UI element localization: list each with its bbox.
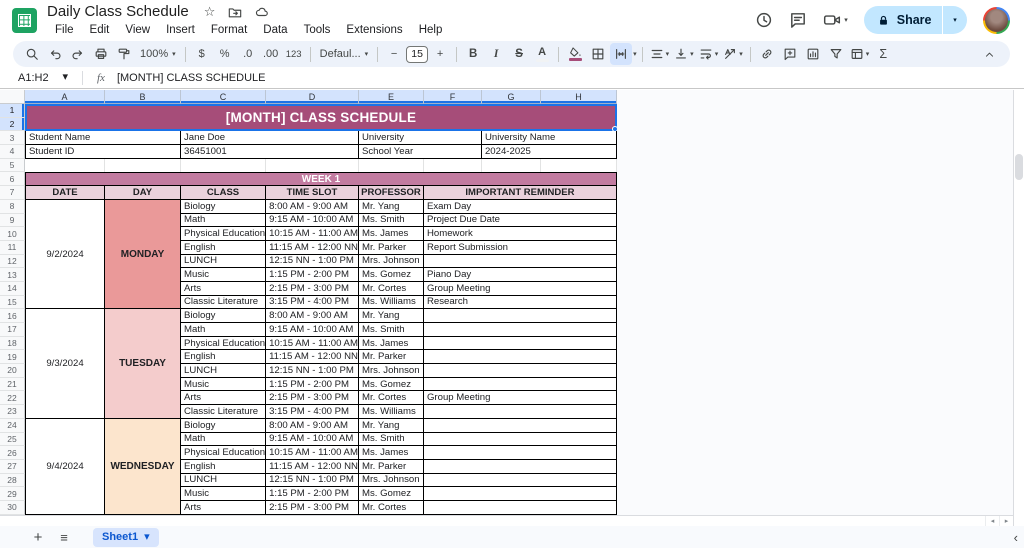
cell-professor[interactable]: Mrs. Johnson <box>359 255 424 269</box>
cell-time[interactable]: 9:15 AM - 10:00 AM <box>266 433 359 447</box>
cell-professor[interactable]: Ms. Smith <box>359 214 424 228</box>
cell-time[interactable]: 12:15 NN - 1:00 PM <box>266 364 359 378</box>
row-header[interactable]: 16 <box>0 309 25 323</box>
cell-class[interactable]: English <box>181 350 266 364</box>
empty-cell[interactable] <box>482 159 541 173</box>
cell-day-tuesday[interactable]: TUESDAY <box>105 309 181 419</box>
cell-class[interactable]: Physical Education <box>181 446 266 460</box>
menu-edit[interactable]: Edit <box>89 24 110 36</box>
cell-time[interactable]: 1:15 PM - 2:00 PM <box>266 378 359 392</box>
insert-comment-button[interactable] <box>779 43 801 65</box>
cell-class[interactable]: Music <box>181 378 266 392</box>
sheet-tab-bar <box>0 526 1024 548</box>
cell-time[interactable]: 2:15 PM - 3:00 PM <box>266 282 359 296</box>
share-dropdown-button[interactable]: ▾ <box>953 16 957 24</box>
table-views-button[interactable]: ▾ <box>848 43 872 65</box>
cell-class[interactable]: Music <box>181 487 266 501</box>
cell-time[interactable]: 10:15 AM - 11:00 AM <box>266 227 359 241</box>
cell-class[interactable]: Classic Literature <box>181 296 266 310</box>
cell-reminder[interactable] <box>424 474 617 488</box>
cell-info-label[interactable]: Student Name <box>25 131 181 145</box>
sheets-logo-icon[interactable] <box>12 8 37 33</box>
add-sheet-button[interactable]: + <box>33 528 43 546</box>
row-header[interactable]: 19 <box>0 350 25 364</box>
cell-class[interactable]: Classic Literature <box>181 405 266 419</box>
row-header[interactable]: 4 <box>0 145 25 159</box>
cell-info-value[interactable]: University Name <box>482 131 617 145</box>
cell-date-wednesday[interactable]: 9/4/2024 <box>25 419 105 515</box>
cell-reminder[interactable] <box>424 337 617 351</box>
cell-reminder[interactable] <box>424 255 617 269</box>
cell-reminder[interactable] <box>424 460 617 474</box>
toolbar <box>13 41 1010 67</box>
cell-reminder[interactable] <box>424 378 617 392</box>
row-header[interactable]: 2 <box>0 118 25 132</box>
cell-reminder[interactable] <box>424 364 617 378</box>
empty-cell[interactable] <box>181 159 266 173</box>
row-header[interactable]: 26 <box>0 446 25 460</box>
menu-file[interactable]: File <box>55 24 74 36</box>
empty-cell[interactable] <box>424 159 482 173</box>
header-date[interactable]: DATE <box>25 186 105 200</box>
cell-reminder[interactable] <box>424 487 617 501</box>
row-header[interactable]: 23 <box>0 405 25 419</box>
cell-time[interactable]: 12:15 NN - 1:00 PM <box>266 255 359 269</box>
row-header[interactable]: 28 <box>0 474 25 488</box>
cell-day-monday[interactable]: MONDAY <box>105 200 181 310</box>
header-professor[interactable]: PROFESSOR <box>359 186 424 200</box>
cell-professor[interactable]: Mrs. Johnson <box>359 364 424 378</box>
cell-time[interactable]: 3:15 PM - 4:00 PM <box>266 405 359 419</box>
row-header[interactable]: 3 <box>0 131 25 145</box>
cell-reminder[interactable] <box>424 419 617 433</box>
join-call-button[interactable] <box>823 11 848 29</box>
cell-class[interactable]: Biology <box>181 200 266 214</box>
print-button[interactable] <box>90 43 112 65</box>
week-header-cell[interactable]: WEEK 1 <box>25 172 617 186</box>
cell-reminder[interactable] <box>424 350 617 364</box>
sheet-tab-caret-icon[interactable]: ▾ <box>144 530 150 543</box>
fill-color-button[interactable] <box>564 43 586 65</box>
row-header[interactable]: 25 <box>0 433 25 447</box>
cell-time[interactable]: 8:00 AM - 9:00 AM <box>266 309 359 323</box>
menu-view[interactable]: View <box>125 24 151 36</box>
hide-toolbar-button[interactable] <box>978 43 1000 65</box>
fx-icon: fx <box>97 71 105 84</box>
borders-button[interactable] <box>587 43 609 65</box>
row-header[interactable]: 13 <box>0 268 25 282</box>
strikethrough-button[interactable]: S <box>515 48 523 60</box>
merge-cells-caret-icon[interactable]: ▾ <box>633 50 637 58</box>
cell-class[interactable]: Music <box>181 268 266 282</box>
merge-cells-button[interactable] <box>610 43 632 65</box>
cell-class[interactable]: Math <box>181 323 266 337</box>
row-header[interactable]: 18 <box>0 337 25 351</box>
cell-professor[interactable]: Ms. James <box>359 227 424 241</box>
cell-time[interactable]: 11:15 AM - 12:00 NN <box>266 460 359 474</box>
cell-time[interactable]: 10:15 AM - 11:00 AM <box>266 446 359 460</box>
column-header-b[interactable]: B <box>105 90 181 104</box>
menu-tools[interactable]: Tools <box>303 24 331 36</box>
cell-time[interactable]: 2:15 PM - 3:00 PM <box>266 391 359 405</box>
cell-professor[interactable]: Ms. James <box>359 446 424 460</box>
increase-decimal-button[interactable]: .00 <box>263 48 279 60</box>
cell-time[interactable]: 1:15 PM - 2:00 PM <box>266 487 359 501</box>
cell-time[interactable]: 11:15 AM - 12:00 NN <box>266 241 359 255</box>
row-header[interactable]: 6 <box>0 172 25 186</box>
cell-reminder[interactable] <box>424 405 617 419</box>
row-header[interactable]: 30 <box>0 501 25 515</box>
cell-reminder[interactable] <box>424 501 617 515</box>
row-header[interactable]: 27 <box>0 460 25 474</box>
cell-time[interactable]: 3:15 PM - 4:00 PM <box>266 296 359 310</box>
cell-class[interactable]: English <box>181 241 266 255</box>
format-percent-button[interactable]: % <box>219 48 230 60</box>
create-filter-button[interactable] <box>825 43 847 65</box>
cell-time[interactable]: 8:00 AM - 9:00 AM <box>266 200 359 214</box>
cell-reminder[interactable]: Report Submission <box>424 241 617 255</box>
cell-reminder[interactable]: Project Due Date <box>424 214 617 228</box>
cell-class[interactable]: LUNCH <box>181 364 266 378</box>
column-header-g[interactable]: G <box>482 90 541 104</box>
cell-class[interactable]: LUNCH <box>181 255 266 269</box>
cell-professor[interactable]: Ms. Williams <box>359 296 424 310</box>
cell-professor[interactable]: Ms. James <box>359 337 424 351</box>
cell-class[interactable]: Biology <box>181 309 266 323</box>
cell-class[interactable]: Arts <box>181 282 266 296</box>
lock-icon <box>877 14 890 27</box>
cell-reminder[interactable]: Group Meeting <box>424 391 617 405</box>
column-header-e[interactable]: E <box>359 90 424 104</box>
functions-button[interactable]: Σ <box>879 47 888 61</box>
scroll-right-icon[interactable]: ▸ <box>999 516 1013 526</box>
spreadsheet-grid <box>0 90 1013 515</box>
cell-reminder[interactable]: Group Meeting <box>424 282 617 296</box>
insert-chart-button[interactable] <box>802 43 824 65</box>
row-header[interactable]: 5 <box>0 159 25 173</box>
header-class[interactable]: CLASS <box>181 186 266 200</box>
bold-button[interactable]: B <box>468 48 478 60</box>
row-header[interactable]: 10 <box>0 227 25 241</box>
text-rotation-button[interactable]: ▾ <box>721 43 745 65</box>
cell-class[interactable]: Physical Education <box>181 227 266 241</box>
menu-format[interactable]: Format <box>210 24 248 36</box>
sheet-title-cell[interactable]: [MONTH] CLASS SCHEDULE <box>25 104 617 131</box>
cell-professor[interactable]: Ms. Williams <box>359 405 424 419</box>
horizontal-align-button[interactable]: ▾ <box>648 43 672 65</box>
font-size-input[interactable]: 15 <box>406 46 428 63</box>
sheet-tab-sheet1[interactable]: Sheet1 ▾ <box>93 528 159 547</box>
cell-info-label[interactable]: Student ID <box>25 145 181 159</box>
formula-input[interactable]: [MONTH] CLASS SCHEDULE <box>116 71 266 84</box>
comment-history-icon[interactable] <box>789 11 807 29</box>
cell-day-wednesday[interactable]: WEDNESDAY <box>105 419 181 515</box>
font-dropdown[interactable]: Defaul... ▾ <box>319 48 369 60</box>
select-all-corner[interactable] <box>0 90 25 104</box>
name-box[interactable]: A1:H2 ▾ <box>18 71 68 84</box>
cell-professor[interactable]: Mr. Yang <box>359 200 424 214</box>
row-header[interactable]: 14 <box>0 282 25 296</box>
cell-professor[interactable]: Mr. Yang <box>359 419 424 433</box>
vertical-align-button[interactable]: ▾ <box>672 43 696 65</box>
move-folder-icon[interactable] <box>228 5 242 19</box>
cell-class[interactable]: Arts <box>181 391 266 405</box>
all-sheets-button[interactable]: ≡ <box>60 529 68 545</box>
scroll-left-icon[interactable]: ◂ <box>985 516 999 526</box>
row-header[interactable]: 21 <box>0 378 25 392</box>
cell-date-monday[interactable]: 9/2/2024 <box>25 200 105 310</box>
cell-reminder[interactable] <box>424 323 617 337</box>
collapse-side-panel-icon[interactable]: ‹ <box>1013 529 1018 545</box>
row-header[interactable]: 15 <box>0 296 25 310</box>
header-important-reminder[interactable]: IMPORTANT REMINDER <box>424 186 617 200</box>
paint-format-button[interactable] <box>113 43 135 65</box>
cell-professor[interactable]: Ms. Gomez <box>359 268 424 282</box>
cell-professor[interactable]: Mr. Cortes <box>359 391 424 405</box>
column-header-h[interactable]: H <box>541 90 617 104</box>
empty-cell[interactable] <box>266 159 359 173</box>
row-header[interactable]: 24 <box>0 419 25 433</box>
menu-data[interactable]: Data <box>263 24 288 36</box>
row-header[interactable]: 7 <box>0 186 25 200</box>
formula-bar <box>0 67 1024 89</box>
column-header-a[interactable]: A <box>25 90 105 104</box>
fill-handle[interactable] <box>612 126 617 131</box>
decrease-decimal-button[interactable]: .0 <box>243 48 253 60</box>
row-header[interactable]: 22 <box>0 391 25 405</box>
cell-class[interactable]: Arts <box>181 501 266 515</box>
cell-professor[interactable]: Ms. Smith <box>359 323 424 337</box>
star-icon[interactable]: ☆ <box>203 3 216 19</box>
cell-professor[interactable]: Mr. Parker <box>359 460 424 474</box>
row-header[interactable]: 1 <box>0 104 25 118</box>
cell-class[interactable]: Physical Education <box>181 337 266 351</box>
row-header[interactable]: 11 <box>0 241 25 255</box>
cell-time[interactable]: 8:00 AM - 9:00 AM <box>266 419 359 433</box>
cloud-status-icon[interactable] <box>255 5 269 19</box>
row-header[interactable]: 20 <box>0 364 25 378</box>
cell-professor[interactable]: Mr. Parker <box>359 241 424 255</box>
undo-button[interactable] <box>44 43 66 65</box>
row-header[interactable]: 12 <box>0 255 25 269</box>
row-header[interactable]: 9 <box>0 214 25 228</box>
italic-button[interactable]: I <box>493 48 499 60</box>
row-header[interactable]: 29 <box>0 487 25 501</box>
cell-info-value[interactable]: Jane Doe <box>181 131 359 145</box>
cell-time[interactable]: 12:15 NN - 1:00 PM <box>266 474 359 488</box>
redo-button[interactable] <box>67 43 89 65</box>
cell-date-tuesday[interactable]: 9/3/2024 <box>25 309 105 419</box>
cell-info-value[interactable]: 36451001 <box>181 145 359 159</box>
cell-class[interactable]: LUNCH <box>181 474 266 488</box>
cell-professor[interactable]: Mr. Yang <box>359 309 424 323</box>
header-time-slot[interactable]: TIME SLOT <box>266 186 359 200</box>
format-currency-button[interactable]: $ <box>198 48 205 60</box>
cell-class[interactable]: English <box>181 460 266 474</box>
insert-link-button[interactable] <box>756 43 778 65</box>
menu-extensions[interactable]: Extensions <box>346 24 403 36</box>
horizontal-scrollbar[interactable] <box>0 515 1013 526</box>
cell-professor[interactable]: Ms. Smith <box>359 433 424 447</box>
account-avatar[interactable] <box>983 7 1010 34</box>
cell-time[interactable]: 9:15 AM - 10:00 AM <box>266 214 359 228</box>
cell-reminder[interactable] <box>424 309 617 323</box>
share-button[interactable] <box>864 6 967 34</box>
column-header-f[interactable]: F <box>424 90 482 104</box>
menu-help[interactable]: Help <box>418 24 443 36</box>
cell-time[interactable]: 11:15 AM - 12:00 NN <box>266 350 359 364</box>
cell-professor[interactable]: Mr. Cortes <box>359 501 424 515</box>
cell-reminder[interactable] <box>424 433 617 447</box>
empty-cell[interactable] <box>25 159 105 173</box>
empty-cell[interactable] <box>359 159 424 173</box>
cell-professor[interactable]: Ms. Gomez <box>359 487 424 501</box>
cell-professor[interactable]: Mrs. Johnson <box>359 474 424 488</box>
cell-info-label[interactable]: School Year <box>359 145 482 159</box>
cell-info-value[interactable]: 2024-2025 <box>482 145 617 159</box>
empty-cell[interactable] <box>541 159 617 173</box>
more-formats-button[interactable]: 123 <box>285 48 302 60</box>
zoom-dropdown[interactable]: 100% ▾ <box>140 48 176 60</box>
text-wrap-button[interactable]: ▾ <box>697 43 721 65</box>
cell-class[interactable]: Biology <box>181 419 266 433</box>
cell-time[interactable]: 10:15 AM - 11:00 AM <box>266 337 359 351</box>
cell-professor[interactable]: Mr. Cortes <box>359 282 424 296</box>
name-box-caret-icon[interactable]: ▾ <box>62 71 68 83</box>
header-day[interactable]: DAY <box>105 186 181 200</box>
cell-class[interactable]: Math <box>181 214 266 228</box>
titlebar <box>0 0 1024 40</box>
search-menus-button[interactable] <box>21 43 43 65</box>
cell-reminder[interactable]: Exam Day <box>424 200 617 214</box>
decrease-font-size-button[interactable]: − <box>390 48 398 60</box>
menu-bar <box>47 22 450 39</box>
column-header-c[interactable]: C <box>181 90 266 104</box>
cell-reminder[interactable]: Homework <box>424 227 617 241</box>
vertical-scrollbar-thumb[interactable] <box>1015 154 1023 180</box>
cell-professor[interactable]: Ms. Gomez <box>359 378 424 392</box>
share-button-label: Share <box>896 13 932 27</box>
cell-reminder[interactable]: Piano Day <box>424 268 617 282</box>
text-color-button[interactable]: A <box>531 43 553 65</box>
cell-reminder[interactable] <box>424 446 617 460</box>
cell-professor[interactable]: Mr. Parker <box>359 350 424 364</box>
row-header[interactable]: 17 <box>0 323 25 337</box>
cell-reminder[interactable]: Research <box>424 296 617 310</box>
cell-time[interactable]: 2:15 PM - 3:00 PM <box>266 501 359 515</box>
vertical-scrollbar[interactable] <box>1013 90 1024 526</box>
column-header-d[interactable]: D <box>266 90 359 104</box>
document-title[interactable]: Daily Class Schedule <box>47 3 189 20</box>
join-call-caret-icon[interactable]: ▾ <box>844 16 848 24</box>
increase-font-size-button[interactable]: + <box>436 48 444 60</box>
row-header[interactable]: 8 <box>0 200 25 214</box>
cell-info-label[interactable]: University <box>359 131 482 145</box>
cell-time[interactable]: 1:15 PM - 2:00 PM <box>266 268 359 282</box>
menu-insert[interactable]: Insert <box>166 24 195 36</box>
empty-cell[interactable] <box>105 159 181 173</box>
cell-class[interactable]: Math <box>181 433 266 447</box>
version-history-icon[interactable] <box>755 11 773 29</box>
cell-time[interactable]: 9:15 AM - 10:00 AM <box>266 323 359 337</box>
